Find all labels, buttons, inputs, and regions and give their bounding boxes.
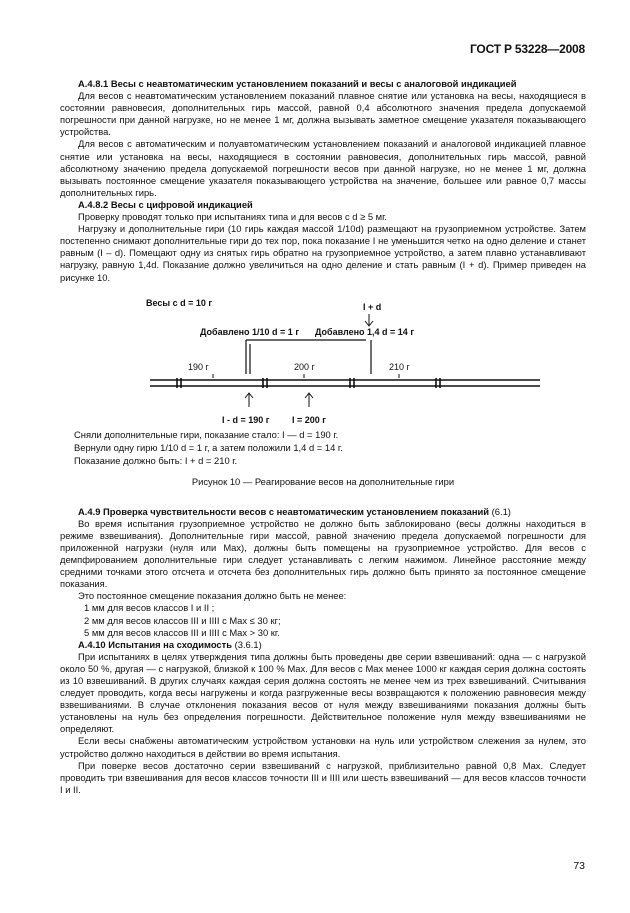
figure-note: Показание должно быть: I + d = 210 г. <box>74 454 238 466</box>
paragraph: Это постоянное смещение показания должно быть не менее: <box>78 590 347 602</box>
added-label-2: Добавлено 1,4 d = 14 г <box>315 326 415 337</box>
arrow-i <box>305 393 313 407</box>
paragraph: При поверке весов достаточно серии взвешиваний с нагрузкой, приблизительно равной 0,8 Max. Следует проводить три взвешивания для весов классов точности III и IIII или шесть взвешиваний — для весов классов точности I и II. <box>60 759 586 795</box>
scale-label: Весы с d = 10 г <box>146 297 213 308</box>
i-label: I = 200 г <box>292 414 327 424</box>
document-header: ГОСТ Р 53228—2008 <box>469 42 585 56</box>
paragraph: Если весы снабжены автоматическим устройством установки на нуль или устройством слежения за нулем, это устройство должно находиться в действии во время испытания. <box>60 735 586 759</box>
figure-notes <box>74 428 586 467</box>
section-heading-a481: А.4.8.1 Весы с неавтоматическим установлением показаний и весы с аналоговой индикацией <box>78 78 517 89</box>
figure-note: Сняли дополнительные гири, показание стало: I — d = 190 г. <box>74 428 339 440</box>
figure-caption: Рисунок 10 — Реагирование весов на дополнительные гири <box>191 475 455 487</box>
figure-note: Вернули одну гирю 1/10 d = 1 г, а затем положили 1,4 d = 14 г. <box>74 441 343 453</box>
added-label-1: Добавлено 1/10 d = 1 г <box>200 326 300 337</box>
paragraph: Проверку проводят только при испытаниях типа и для весов с d ≥ 5 мг. <box>78 211 388 223</box>
page-number: 73 <box>573 860 585 872</box>
list-item: 5 мм для весов классов III и IIII с Max > 30 кг. <box>84 626 280 638</box>
heading-text: А.4.9 Проверка чувствительности весов с неавтоматическим установлением показаний <box>78 505 490 517</box>
i-plus-d-label: I + d <box>363 301 382 312</box>
scale-diagram <box>60 292 586 424</box>
mark-200-label: 200 г <box>294 361 315 372</box>
paragraph: Нагрузку и дополнительные гири (10 гирь каждая массой 1/10d) размещают на грузоприемном устройстве. Затем постепенно снимают дополнительные гири до тех пор, пока показание I не уменьшится четко на одно деление и станет равным (I – d). Помещают одну из снятых гирь обратно на грузоприемное устройство, а затем плавно устанавливают нагрузку, равную 1,4d. Показание должно увеличиться на одно деление и стать равным (I + d). Пример приведен на рисунке 10. <box>60 223 586 283</box>
heading-ref: (3.6.1) <box>232 638 262 650</box>
paragraph: Для весов с неавтоматическим установлением показаний плавное снятие или установка на весы, находящиеся в состоянии равновесия, дополнительных гирь массой, равной 0,4 абсолютного значения предела допускаемой погрешности при данной нагрузке, но не менее 1 мг, должна вызывать заметное смещение указателя показывающего устройства. <box>60 90 586 138</box>
section-heading-a482: А.4.8.2 Весы с цифровой индикацией <box>78 198 253 210</box>
arrow-i-minus-d <box>245 393 253 407</box>
heading-ref: (6.1) <box>489 505 511 517</box>
paragraph: Для весов с автоматическим и полуавтоматическим установлением показаний и аналоговой индикацией плавное снятие или установка на весы, находящиеся в состоянии равновесия, дополнительных гирь массой, равной абсолютному значению предела допускаемой погрешности весов при данной нагрузке, но не менее 1 мг, должна вызывать постоянное смещение указателя показывающего устройства на значение, большее или равное 0,7 массы дополнительных гирь. <box>60 138 586 198</box>
paragraph: Во время испытания грузоприемное устройство не должно быть заблокировано (весы должны находиться в режиме взвешивания). Дополнительные гири массой, равной значению предела допускаемой погрешности для приложенной нагрузки (нуля или Max), должны быть помещены на грузоприемное устройство. Для весов с демпфированием дополнительные гири следует устанавливать с легким нажимом. Линейное расстояние между средними точками этого отсчета и отсчета без дополнительных гирь должно быть принято за постоянное смещение показания. <box>60 517 586 590</box>
figure-10 <box>60 292 586 424</box>
mark-190-label: 190 г <box>188 361 209 372</box>
arrow-i-plus-d <box>365 314 373 326</box>
section-heading-a410 <box>60 639 586 651</box>
i-minus-d-label: I - d = 190 г <box>222 414 270 424</box>
mark-210-label: 210 г <box>389 361 410 372</box>
section-heading-a49 <box>60 506 586 518</box>
paragraph: При испытаниях в целях утверждения типа должны быть проведены две серии взвешиваний: одна — с нагрузкой около 50 %, другая — с нагрузкой, близкой к 100 % Max. Для весов с Max менее 1000 кг каждая серия должна состоять из 10 взвешиваний. В других случаях каждая серия должна состоять не менее чем из трех взвешиваний. Считывания следует проводить, когда весы нагружены и когда разгруженные весы возвращаются к положению равновесия между взвешиваниями. В случае отклонения показания весов от нуля между взвешиваниями показания должны быть установлены на нуль без определения погрешности. Действительное положение нуля между взвешиваниями не определяют. <box>60 650 586 735</box>
heading-text: А.4.10 Испытания на сходимость <box>78 638 233 650</box>
page-content <box>60 78 586 796</box>
list-item: 2 мм для весов классов III и IIII с Max ≤ 30 кг; <box>84 614 281 626</box>
list-item: 1 мм для весов классов I и II ; <box>84 602 215 614</box>
